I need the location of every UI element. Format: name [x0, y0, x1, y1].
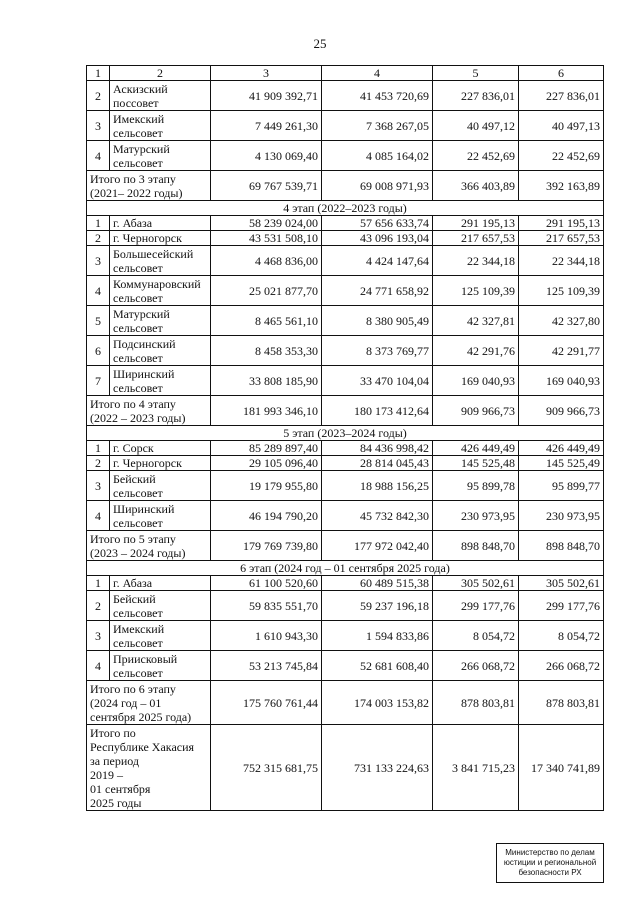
header-cell: 1: [87, 66, 110, 81]
municipality-name: Приисковый сельсовет: [110, 651, 211, 681]
value-cell: 291 195,13: [519, 216, 604, 231]
row-number: 2: [87, 231, 110, 246]
header-cell: 2: [110, 66, 211, 81]
value-cell: 145 525,48: [433, 456, 519, 471]
municipality-name: Ширинский сельсовет: [110, 501, 211, 531]
table-header-row: [87, 66, 604, 81]
value-cell: 43 096 193,04: [322, 231, 433, 246]
value-cell: 230 973,95: [433, 501, 519, 531]
row-number: 2: [87, 456, 110, 471]
total-row: [87, 396, 604, 426]
row-number: 3: [87, 471, 110, 501]
header-cell: 4: [322, 66, 433, 81]
table-row: [87, 441, 604, 456]
municipality-name: Бейский сельсовет: [110, 471, 211, 501]
stage-title-row: [87, 561, 604, 576]
stage-title: 5 этап (2023–2024 годы): [87, 426, 604, 441]
value-cell: 41 453 720,69: [322, 81, 433, 111]
header-cell: 3: [211, 66, 322, 81]
row-number: 4: [87, 276, 110, 306]
budget-table: [86, 65, 604, 811]
municipality-name: г. Черногорск: [110, 231, 211, 246]
table-row: [87, 651, 604, 681]
value-cell: 43 531 508,10: [211, 231, 322, 246]
value-cell: 60 489 515,38: [322, 576, 433, 591]
value-cell: 8 054,72: [433, 621, 519, 651]
table-row: [87, 231, 604, 246]
total-label: Итого по 4 этапу (2022 – 2023 годы): [87, 396, 211, 426]
total-label: Итого по Республике Хакасия за период 2019 – 01 сентября 2025 годы: [87, 725, 211, 811]
value-cell: 305 502,61: [433, 576, 519, 591]
row-number: 7: [87, 366, 110, 396]
value-cell: 4 085 164,02: [322, 141, 433, 171]
municipality-name: Имекский сельсовет: [110, 111, 211, 141]
value-cell: 8 380 905,49: [322, 306, 433, 336]
value-cell: 230 973,95: [519, 501, 604, 531]
row-number: 6: [87, 336, 110, 366]
value-cell: 59 237 196,18: [322, 591, 433, 621]
total-row: [87, 725, 604, 811]
value-cell: 125 109,39: [433, 276, 519, 306]
total-value: 909 966,73: [519, 396, 604, 426]
total-value: 3 841 715,23: [433, 725, 519, 811]
value-cell: 8 465 561,10: [211, 306, 322, 336]
stage-title-row: [87, 426, 604, 441]
total-value: 177 972 042,40: [322, 531, 433, 561]
municipality-name: Подсинский сельсовет: [110, 336, 211, 366]
municipality-name: Бейский сельсовет: [110, 591, 211, 621]
header-cell: 6: [519, 66, 604, 81]
total-row: [87, 171, 604, 201]
municipality-name: Ширинский сельсовет: [110, 366, 211, 396]
value-cell: 52 681 608,40: [322, 651, 433, 681]
total-value: 392 163,89: [519, 171, 604, 201]
total-value: 181 993 346,10: [211, 396, 322, 426]
value-cell: 28 814 045,43: [322, 456, 433, 471]
header-cell: 5: [433, 66, 519, 81]
total-value: 17 340 741,89: [519, 725, 604, 811]
value-cell: 1 610 943,30: [211, 621, 322, 651]
value-cell: 61 100 520,60: [211, 576, 322, 591]
value-cell: 95 899,77: [519, 471, 604, 501]
total-value: 731 133 224,63: [322, 725, 433, 811]
value-cell: 227 836,01: [519, 81, 604, 111]
municipality-name: Матурский сельсовет: [110, 141, 211, 171]
value-cell: 299 177,76: [519, 591, 604, 621]
value-cell: 42 291,76: [433, 336, 519, 366]
value-cell: 58 239 024,00: [211, 216, 322, 231]
value-cell: 22 344,18: [519, 246, 604, 276]
total-label: Итого по 3 этапу (2021– 2022 годы): [87, 171, 211, 201]
total-row: [87, 681, 604, 725]
value-cell: 4 468 836,00: [211, 246, 322, 276]
value-cell: 42 327,81: [433, 306, 519, 336]
value-cell: 46 194 790,20: [211, 501, 322, 531]
value-cell: 4 130 069,40: [211, 141, 322, 171]
table-row: [87, 456, 604, 471]
total-value: 180 173 412,64: [322, 396, 433, 426]
table-row: [87, 336, 604, 366]
value-cell: 40 497,12: [433, 111, 519, 141]
value-cell: 169 040,93: [433, 366, 519, 396]
row-number: 1: [87, 216, 110, 231]
value-cell: 426 449,49: [519, 441, 604, 456]
value-cell: 266 068,72: [433, 651, 519, 681]
table-row: [87, 141, 604, 171]
value-cell: 25 021 877,70: [211, 276, 322, 306]
total-value: 175 760 761,44: [211, 681, 322, 725]
table-row: [87, 576, 604, 591]
total-value: 174 003 153,82: [322, 681, 433, 725]
stage-title-row: [87, 201, 604, 216]
value-cell: 145 525,49: [519, 456, 604, 471]
total-value: 752 315 681,75: [211, 725, 322, 811]
table-row: [87, 276, 604, 306]
value-cell: 291 195,13: [433, 216, 519, 231]
total-value: 179 769 739,80: [211, 531, 322, 561]
total-value: 878 803,81: [519, 681, 604, 725]
row-number: 5: [87, 306, 110, 336]
value-cell: 426 449,49: [433, 441, 519, 456]
value-cell: 42 327,80: [519, 306, 604, 336]
total-label: Итого по 5 этапу (2023 – 2024 годы): [87, 531, 211, 561]
value-cell: 33 470 104,04: [322, 366, 433, 396]
municipality-name: Матурский сельсовет: [110, 306, 211, 336]
ministry-stamp: Министерство по делам юстиции и региональной безопасности РХ: [496, 843, 604, 883]
value-cell: 40 497,13: [519, 111, 604, 141]
row-number: 4: [87, 501, 110, 531]
value-cell: 29 105 096,40: [211, 456, 322, 471]
value-cell: 57 656 633,74: [322, 216, 433, 231]
municipality-name: г. Абаза: [110, 576, 211, 591]
value-cell: 41 909 392,71: [211, 81, 322, 111]
row-number: 4: [87, 141, 110, 171]
value-cell: 227 836,01: [433, 81, 519, 111]
municipality-name: г. Абаза: [110, 216, 211, 231]
row-number: 1: [87, 576, 110, 591]
table-row: [87, 501, 604, 531]
municipality-name: Большесейский сельсовет: [110, 246, 211, 276]
municipality-name: г. Черногорск: [110, 456, 211, 471]
value-cell: 84 436 998,42: [322, 441, 433, 456]
row-number: 4: [87, 651, 110, 681]
value-cell: 169 040,93: [519, 366, 604, 396]
stage-title: 6 этап (2024 год – 01 сентября 2025 года): [87, 561, 604, 576]
table-row: [87, 471, 604, 501]
table-row: [87, 621, 604, 651]
page-number: 25: [313, 36, 327, 51]
total-value: 69 008 971,93: [322, 171, 433, 201]
table-row: [87, 111, 604, 141]
value-cell: 53 213 745,84: [211, 651, 322, 681]
total-value: 898 848,70: [433, 531, 519, 561]
value-cell: 59 835 551,70: [211, 591, 322, 621]
municipality-name: г. Сорск: [110, 441, 211, 456]
value-cell: 24 771 658,92: [322, 276, 433, 306]
table-row: [87, 366, 604, 396]
value-cell: 4 424 147,64: [322, 246, 433, 276]
table-row: [87, 81, 604, 111]
value-cell: 33 808 185,90: [211, 366, 322, 396]
value-cell: 1 594 833,86: [322, 621, 433, 651]
value-cell: 85 289 897,40: [211, 441, 322, 456]
value-cell: 305 502,61: [519, 576, 604, 591]
value-cell: 217 657,53: [433, 231, 519, 246]
row-number: 2: [87, 81, 110, 111]
value-cell: 19 179 955,80: [211, 471, 322, 501]
total-value: 366 403,89: [433, 171, 519, 201]
total-row: [87, 531, 604, 561]
value-cell: 299 177,76: [433, 591, 519, 621]
value-cell: 42 291,77: [519, 336, 604, 366]
value-cell: 8 458 353,30: [211, 336, 322, 366]
row-number: 1: [87, 441, 110, 456]
table-row: [87, 216, 604, 231]
value-cell: 7 449 261,30: [211, 111, 322, 141]
value-cell: 22 452,69: [519, 141, 604, 171]
total-value: 878 803,81: [433, 681, 519, 725]
row-number: 3: [87, 621, 110, 651]
value-cell: 8 054,72: [519, 621, 604, 651]
municipality-name: Коммунаровский сельсовет: [110, 276, 211, 306]
table-row: [87, 246, 604, 276]
row-number: 3: [87, 111, 110, 141]
stage-title: 4 этап (2022–2023 годы): [87, 201, 604, 216]
total-label: Итого по 6 этапу (2024 год – 01 сентября 2025 года): [87, 681, 211, 725]
value-cell: 45 732 842,30: [322, 501, 433, 531]
total-value: 909 966,73: [433, 396, 519, 426]
value-cell: 125 109,39: [519, 276, 604, 306]
total-value: 69 767 539,71: [211, 171, 322, 201]
value-cell: 7 368 267,05: [322, 111, 433, 141]
value-cell: 95 899,78: [433, 471, 519, 501]
value-cell: 217 657,53: [519, 231, 604, 246]
table-row: [87, 306, 604, 336]
value-cell: 266 068,72: [519, 651, 604, 681]
value-cell: 8 373 769,77: [322, 336, 433, 366]
row-number: 2: [87, 591, 110, 621]
value-cell: 22 452,69: [433, 141, 519, 171]
total-value: 898 848,70: [519, 531, 604, 561]
value-cell: 22 344,18: [433, 246, 519, 276]
municipality-name: Имекский сельсовет: [110, 621, 211, 651]
row-number: 3: [87, 246, 110, 276]
table-row: [87, 591, 604, 621]
value-cell: 18 988 156,25: [322, 471, 433, 501]
municipality-name: Аскизский поссовет: [110, 81, 211, 111]
